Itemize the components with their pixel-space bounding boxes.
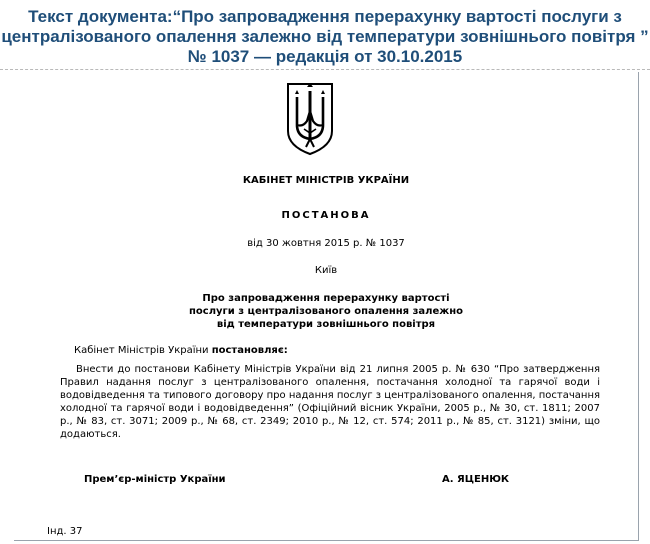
document-title-line-1: Про запровадження перерахунку вартості xyxy=(202,293,450,304)
date-number-line: від 30 жовтня 2015 р. № 1037 xyxy=(247,238,405,249)
document-body xyxy=(14,0,638,544)
authority-heading: КАБІНЕТ МІНІСТРІВ УКРАЇНИ xyxy=(242,175,410,186)
decree-intro xyxy=(74,344,594,357)
document-index: Інд. 37 xyxy=(47,526,83,537)
document-type-heading: ПОСТАНОВА xyxy=(281,210,371,221)
signature-title: Прем’єр-міністр України xyxy=(84,474,226,485)
decree-word: постановляє: xyxy=(211,345,288,356)
document-title-line-2: послуги з централізованого опалення залежно xyxy=(189,306,463,317)
decree-body-paragraph: Внести до постанови Кабінету Міністрів України від 21 липня 2005 р. № 630 “Про затвердження Правил надання послуг з централізованого опалення, постачання холодної та гарячої води і водовідведення та типового договору про надання послуг з централізованого опалення, постачання холодної та гарячої води і водовідведення” (Офіційний вісник України, 2005 р., № 30, ст. 1811; 2007 р., № 83, ст. 3071; 2009 р., № 68, ст. 2349; 2010 р., № 12, ст. 574; 2011 р., № 85, ст. 3121) зміни, що додаються. xyxy=(60,364,600,440)
document-title-line-3: від температури зовнішнього повітря xyxy=(216,319,436,330)
decree-intro-text: Кабінет Міністрів України xyxy=(74,345,212,356)
city-line: Київ xyxy=(314,265,338,276)
signature-name: А. ЯЦЕНЮК xyxy=(442,474,510,485)
page-title: Текст документа:“Про запровадження перерахунку вартості послуги з централізованого опалення залежно від температури зовнішнього повітря ” № 1037 — редакція от 30.10.2015 xyxy=(1,7,649,66)
